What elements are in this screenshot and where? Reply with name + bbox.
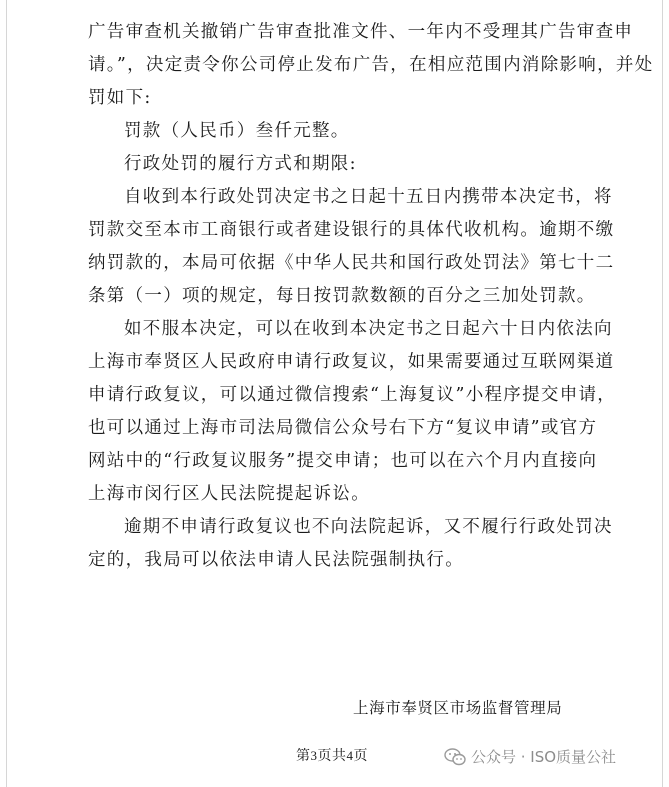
page-border-right — [662, 0, 663, 787]
wechat-icon — [444, 748, 466, 766]
text-line: 请。”，决定责令你公司停止发布广告，在相应范围内消除影响，并处 — [88, 55, 654, 75]
text-line: 自收到本行政处罚决定书之日起十五日内携带本决定书，将 — [124, 187, 613, 207]
page-border-left — [6, 0, 7, 787]
text-line: 网站中的“行政复议服务”提交申请；也可以在六个月内直接向 — [88, 451, 598, 471]
text-line: 也可以通过上海市司法局微信公众号右下方“复议申请”或官方 — [88, 418, 598, 438]
text-line: 广告审查机关撤销广告审查批准文件、一年内不受理其广告审查申 — [88, 22, 634, 42]
text-line: 上海市闵行区人民法院提起诉讼。 — [88, 484, 370, 504]
watermark — [444, 746, 616, 767]
page-number-prefix: 第 — [296, 748, 311, 764]
text-line: 如不服本决定，可以在收到本决定书之日起六十日内依法向 — [124, 319, 613, 339]
text-line: 罚款交至本市工商银行或者建设银行的具体代收机构。逾期不缴 — [88, 220, 615, 240]
document-body — [88, 16, 654, 577]
page-number-middle: 页共 — [317, 748, 347, 764]
text-line: 条第（一）项的规定，每日按罚款数额的百分之三加处罚款。 — [88, 286, 596, 306]
page-number-suffix: 页 — [353, 748, 368, 764]
text-line: 上海市奉贤区人民政府申请行政复议，如果需要通过互联网渠道 — [88, 352, 615, 372]
text-line: 申请行政复议，可以通过微信搜索“上海复议”小程序提交申请， — [88, 385, 617, 405]
text-line: 纳罚款的，本局可依据《中华人民共和国行政处罚法》第七十二 — [88, 253, 615, 273]
issuer-signature: 上海市奉贤区市场监督管理局 — [353, 699, 563, 717]
watermark-text: 公众号 · ISO质量公社 — [471, 748, 617, 766]
page-number — [296, 745, 368, 765]
text-line: 定的，我局可以依法申请人民法院强制执行。 — [88, 550, 464, 570]
page-number-current: 3 — [310, 748, 318, 763]
text-line: 罚款（人民币）叁仟元整。 — [124, 121, 350, 141]
text-line: 逾期不申请行政复议也不向法院起诉，又不履行行政处罚决 — [124, 517, 613, 537]
text-line: 罚如下: — [88, 88, 152, 108]
text-line: 行政处罚的履行方式和期限: — [124, 154, 357, 174]
page-number-total: 4 — [346, 748, 354, 763]
